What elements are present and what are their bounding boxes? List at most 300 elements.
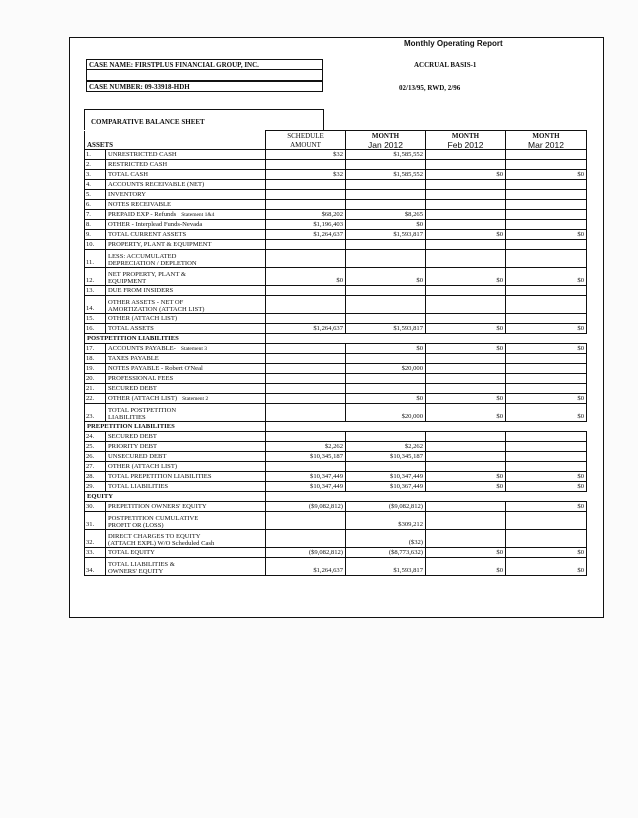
line-number: 18. (85, 354, 106, 364)
line-number: 4. (85, 180, 106, 190)
month-value: $0 (346, 394, 426, 404)
line-label-cell (106, 364, 266, 374)
month-value: $0 (506, 344, 587, 354)
month-value (426, 442, 506, 452)
month-value: $20,000 (346, 364, 426, 374)
month-value (346, 432, 426, 442)
month-value (506, 374, 587, 384)
line-number: 31. (85, 512, 106, 530)
line-label-cell (106, 472, 266, 482)
month-value: $8,265 (346, 210, 426, 220)
table-row (85, 432, 587, 442)
month-value (506, 512, 587, 530)
empty-cell (346, 334, 426, 344)
month-value (346, 462, 426, 472)
line-number: 24. (85, 432, 106, 442)
schedule-amount: $1,264,637 (266, 324, 346, 334)
line-label-cell (106, 482, 266, 492)
month-value: $0 (426, 230, 506, 240)
line-label-cell (106, 150, 266, 160)
month-value: $1,593,817 (346, 324, 426, 334)
line-label: OTHER - Interplead Funds-Nevada (108, 221, 203, 228)
line-label-cell (106, 250, 266, 268)
month-value (426, 220, 506, 230)
line-label-continued: OWNERS' EQUITY (108, 568, 164, 575)
line-number: 16. (85, 324, 106, 334)
schedule-amount (266, 384, 346, 394)
line-number: 28. (85, 472, 106, 482)
line-number: 22. (85, 394, 106, 404)
month-value: $0 (346, 268, 426, 286)
month-value (506, 286, 587, 296)
month-value (426, 354, 506, 364)
month-value (506, 364, 587, 374)
table-row (85, 462, 587, 472)
month-value (426, 240, 506, 250)
table-row (85, 442, 587, 452)
month-value: $0 (506, 230, 587, 240)
table-row (85, 482, 587, 492)
statement-note: Statement 3 (180, 346, 207, 352)
schedule-header: SCHEDULE (266, 131, 346, 141)
table-row (85, 324, 587, 334)
accrual-basis: ACCRUAL BASIS-1 (414, 61, 477, 69)
schedule-amount (266, 240, 346, 250)
line-label: PRIORITY DEBT (108, 443, 158, 450)
line-number: 9. (85, 230, 106, 240)
line-label-cell (106, 190, 266, 200)
month-value: $0 (506, 404, 587, 422)
month-value (346, 240, 426, 250)
line-label-cell (106, 200, 266, 210)
statement-note: Statement 1&4 (181, 212, 215, 218)
month-value: $0 (426, 170, 506, 180)
month-value (426, 314, 506, 324)
section-heading-row (85, 492, 587, 502)
line-label: ACCOUNTS RECEIVABLE (NET) (108, 181, 205, 188)
section-heading: EQUITY (85, 492, 266, 502)
month-header-1: MONTH (346, 131, 426, 141)
month-value (426, 432, 506, 442)
schedule-amount: $32 (266, 150, 346, 160)
month-value (426, 250, 506, 268)
section-heading-row (85, 422, 587, 432)
schedule-amount: $10,345,187 (266, 452, 346, 462)
month-value (506, 354, 587, 364)
line-label: TOTAL CURRENT ASSETS (108, 231, 187, 238)
month-value: $0 (506, 170, 587, 180)
month-value (506, 384, 587, 394)
month-value (346, 180, 426, 190)
section-heading: PREPETITION LIABILITIES (85, 422, 266, 432)
line-number: 29. (85, 482, 106, 492)
line-label-cell (106, 268, 266, 286)
month-value: $1,585,552 (346, 150, 426, 160)
line-label: TOTAL CASH (108, 171, 148, 178)
line-label: RESTRICTED CASH (108, 161, 168, 168)
line-label-cell (106, 394, 266, 404)
month-value (346, 354, 426, 364)
month-value: $0 (506, 472, 587, 482)
line-label-cell (106, 548, 266, 558)
month-value: $0 (506, 268, 587, 286)
section-title-box (84, 109, 324, 130)
schedule-amount (266, 314, 346, 324)
assets-heading: ASSETS (85, 140, 266, 150)
month-feb: Feb 2012 (426, 140, 506, 150)
month-header-3: MONTH (506, 131, 587, 141)
empty-cell (266, 422, 346, 432)
case-name-box (86, 59, 323, 70)
line-label: PROFESSIONAL FEES (108, 375, 174, 382)
month-value (426, 190, 506, 200)
schedule-amount: ($9,082,812) (266, 548, 346, 558)
line-label: NOTES RECEIVABLE (108, 201, 172, 208)
month-value: $0 (506, 548, 587, 558)
month-value (426, 160, 506, 170)
line-label-cell (106, 170, 266, 180)
line-label-cell (106, 230, 266, 240)
line-label-cell (106, 404, 266, 422)
line-label: NET PROPERTY, PLANT & (108, 271, 187, 278)
line-label: TOTAL ASSETS (108, 325, 154, 332)
empty-cell (506, 492, 587, 502)
line-label-cell (106, 452, 266, 462)
line-label: OTHER (ATTACH LIST) (108, 315, 178, 322)
month-value: $0 (346, 220, 426, 230)
month-value (506, 530, 587, 548)
month-value: $0 (506, 394, 587, 404)
month-value: $2,262 (346, 442, 426, 452)
line-label: TOTAL PREPETITION LIABILITIES (108, 473, 212, 480)
month-value (346, 200, 426, 210)
line-label: SECURED DEBT (108, 433, 157, 440)
line-label-continued: LIABILITIES (108, 414, 146, 421)
month-value (426, 364, 506, 374)
month-value (426, 512, 506, 530)
line-number: 21. (85, 384, 106, 394)
line-label-cell (106, 324, 266, 334)
month-value (346, 190, 426, 200)
line-label: PREPETITION OWNERS' EQUITY (108, 503, 207, 510)
line-label-continued: (ATTACH EXPL) W/O Scheduled Cash (108, 540, 215, 547)
schedule-amount (266, 462, 346, 472)
line-label: NOTES PAYABLE - Robert O'Neal (108, 365, 203, 372)
line-number: 27. (85, 462, 106, 472)
month-header-2: MONTH (426, 131, 506, 141)
month-value: $0 (426, 558, 506, 576)
schedule-amount (266, 200, 346, 210)
schedule-amount (266, 354, 346, 364)
month-value: $0 (426, 482, 506, 492)
schedule-amount: $68,202 (266, 210, 346, 220)
table-row (85, 180, 587, 190)
schedule-amount (266, 160, 346, 170)
schedule-amount (266, 190, 346, 200)
month-value (506, 452, 587, 462)
month-value: $0 (426, 394, 506, 404)
case-number-box (86, 81, 323, 92)
line-number: 30. (85, 502, 106, 512)
line-label: PROPERTY, PLANT & EQUIPMENT (108, 241, 212, 248)
month-value (506, 314, 587, 324)
statement-note: Statement 2 (182, 396, 209, 402)
month-value: $0 (426, 344, 506, 354)
schedule-amount: $1,196,403 (266, 220, 346, 230)
month-value: $0 (426, 324, 506, 334)
month-value: $0 (506, 502, 587, 512)
line-label-continued: PROFIT OR (LOSS) (108, 522, 164, 529)
line-label: INVENTORY (108, 191, 146, 198)
month-value (506, 240, 587, 250)
month-value: $10,367,449 (346, 482, 426, 492)
line-number: 34. (85, 558, 106, 576)
line-number: 1. (85, 150, 106, 160)
month-jan: Jan 2012 (346, 140, 426, 150)
month-value: $0 (506, 324, 587, 334)
line-label: UNRESTRICTED CASH (108, 151, 177, 158)
line-label-cell (106, 354, 266, 364)
report-title: Monthly Operating Report (404, 39, 503, 48)
line-label-cell (106, 286, 266, 296)
schedule-amount (266, 286, 346, 296)
month-value (426, 452, 506, 462)
line-label: SECURED DEBT (108, 385, 157, 392)
line-label-cell (106, 344, 266, 354)
line-label-cell (106, 512, 266, 530)
line-label-cell (106, 180, 266, 190)
schedule-amount (266, 344, 346, 354)
amount-header: AMOUNT (266, 140, 346, 150)
table-row (85, 190, 587, 200)
table-row (85, 170, 587, 180)
line-label-cell (106, 160, 266, 170)
schedule-amount: $1,264,637 (266, 230, 346, 240)
table-row (85, 354, 587, 364)
schedule-amount: $0 (266, 268, 346, 286)
line-label: ACCOUNTS PAYABLE- (108, 345, 176, 352)
month-value (426, 210, 506, 220)
line-label-cell (106, 432, 266, 442)
month-value: $0 (506, 558, 587, 576)
month-value: ($8,773,632) (346, 548, 426, 558)
schedule-amount (266, 512, 346, 530)
month-value (506, 200, 587, 210)
line-number: 11. (85, 250, 106, 268)
line-label: UNSECURED DEBT (108, 453, 167, 460)
case-name: CASE NAME: FIRSTPLUS FINANCIAL GROUP, INC. (89, 61, 259, 69)
line-number: 10. (85, 240, 106, 250)
schedule-amount (266, 296, 346, 314)
line-number: 25. (85, 442, 106, 452)
table-row (85, 374, 587, 384)
line-number: 32. (85, 530, 106, 548)
section-heading: POSTPETITION LIABILITIES (85, 334, 266, 344)
line-label: TOTAL EQUITY (108, 549, 155, 556)
month-value (506, 160, 587, 170)
table-row (85, 404, 587, 422)
schedule-amount (266, 180, 346, 190)
schedule-amount (266, 364, 346, 374)
line-label-cell (106, 384, 266, 394)
section-heading-row (85, 334, 587, 344)
line-number: 17. (85, 344, 106, 354)
empty-cell (506, 422, 587, 432)
line-number: 19. (85, 364, 106, 374)
table-row (85, 344, 587, 354)
revision-date: 02/13/95, RWD, 2/96 (399, 84, 461, 92)
line-label-continued: EQUIPMENT (108, 278, 147, 285)
line-label: OTHER (ATTACH LIST) (108, 395, 178, 402)
table-row (85, 268, 587, 286)
empty-cell (346, 492, 426, 502)
line-number: 12. (85, 268, 106, 286)
line-label-continued: DEPRECIATION / DEPLETION (108, 260, 197, 267)
month-value (426, 384, 506, 394)
schedule-amount (266, 394, 346, 404)
empty-cell (266, 492, 346, 502)
table-row (85, 394, 587, 404)
month-value (506, 442, 587, 452)
month-value (426, 462, 506, 472)
month-value (506, 190, 587, 200)
empty-cell (426, 422, 506, 432)
month-value: $10,345,187 (346, 452, 426, 462)
line-label: PREPAID EXP - Refunds (108, 211, 177, 218)
month-value (426, 530, 506, 548)
month-value: ($9,082,812) (346, 502, 426, 512)
month-value: $0 (426, 268, 506, 286)
case-spacer-box (86, 70, 323, 81)
table-row (85, 210, 587, 220)
month-value (426, 200, 506, 210)
table-row (85, 200, 587, 210)
table-row (85, 250, 587, 268)
line-label-cell (106, 240, 266, 250)
month-value (346, 296, 426, 314)
month-value (506, 432, 587, 442)
empty-cell (506, 334, 587, 344)
month-value: $20,000 (346, 404, 426, 422)
line-label: OTHER ASSETS - NET OF (108, 299, 184, 306)
month-value (426, 502, 506, 512)
line-label: TOTAL LIABILITIES (108, 483, 169, 490)
column-header-row-1 (85, 131, 587, 141)
month-value: $1,585,552 (346, 170, 426, 180)
table-row (85, 558, 587, 576)
month-value (506, 220, 587, 230)
month-value (346, 286, 426, 296)
empty-cell (266, 334, 346, 344)
month-value (506, 250, 587, 268)
month-value (346, 384, 426, 394)
schedule-amount (266, 530, 346, 548)
month-value (506, 462, 587, 472)
month-value: $1,593,817 (346, 230, 426, 240)
line-number: 8. (85, 220, 106, 230)
month-value: $0 (426, 548, 506, 558)
line-number: 5. (85, 190, 106, 200)
line-label: DUE FROM INSIDERS (108, 287, 174, 294)
month-value (426, 286, 506, 296)
line-label: DIRECT CHARGES TO EQUITY (108, 533, 201, 540)
table-row (85, 286, 587, 296)
section-title: COMPARATIVE BALANCE SHEET (91, 118, 205, 126)
month-value: $0 (426, 472, 506, 482)
line-label-cell (106, 502, 266, 512)
line-number: 26. (85, 452, 106, 462)
line-label-cell (106, 210, 266, 220)
line-number: 3. (85, 170, 106, 180)
month-value (506, 210, 587, 220)
month-value (506, 180, 587, 190)
table-row (85, 384, 587, 394)
balance-sheet-table (84, 130, 587, 576)
table-row (85, 220, 587, 230)
line-label: TAXES PAYABLE (108, 355, 159, 362)
line-number: 6. (85, 200, 106, 210)
line-number: 14. (85, 296, 106, 314)
month-value (506, 150, 587, 160)
line-label-cell (106, 314, 266, 324)
schedule-amount: $1,264,637 (266, 558, 346, 576)
line-label-cell (106, 462, 266, 472)
month-value (346, 160, 426, 170)
schedule-amount (266, 374, 346, 384)
table-row (85, 230, 587, 240)
line-label-cell (106, 296, 266, 314)
line-number: 13. (85, 286, 106, 296)
table-row (85, 452, 587, 462)
line-label-cell (106, 374, 266, 384)
schedule-amount: $32 (266, 170, 346, 180)
table-row (85, 150, 587, 160)
column-header-row-2 (85, 140, 587, 150)
line-number: 2. (85, 160, 106, 170)
schedule-amount (266, 432, 346, 442)
table-row (85, 314, 587, 324)
month-value: ($32) (346, 530, 426, 548)
month-value: $0 (346, 344, 426, 354)
schedule-amount (266, 250, 346, 268)
table-row (85, 512, 587, 530)
month-value (426, 150, 506, 160)
table-row (85, 472, 587, 482)
month-value: $0 (426, 404, 506, 422)
month-value (426, 374, 506, 384)
line-number: 33. (85, 548, 106, 558)
line-label-cell (106, 220, 266, 230)
month-value: $1,593,817 (346, 558, 426, 576)
line-label-cell (106, 442, 266, 452)
month-value: $10,347,449 (346, 472, 426, 482)
line-label: TOTAL LIABILITIES & (108, 561, 175, 568)
table-row (85, 530, 587, 548)
table-row (85, 502, 587, 512)
schedule-amount: $10,347,449 (266, 482, 346, 492)
line-label-continued: AMORTIZATION (ATTACH LIST) (108, 306, 205, 313)
table-row (85, 160, 587, 170)
case-number: CASE NUMBER: 09-33918-HDH (89, 83, 190, 91)
line-label: OTHER (ATTACH LIST) (108, 463, 178, 470)
line-number: 20. (85, 374, 106, 384)
line-label-cell (106, 530, 266, 548)
month-value (426, 296, 506, 314)
line-label: LESS: ACCUMULATED (108, 253, 177, 260)
schedule-amount: $2,262 (266, 442, 346, 452)
month-value (426, 180, 506, 190)
line-label-cell (106, 558, 266, 576)
